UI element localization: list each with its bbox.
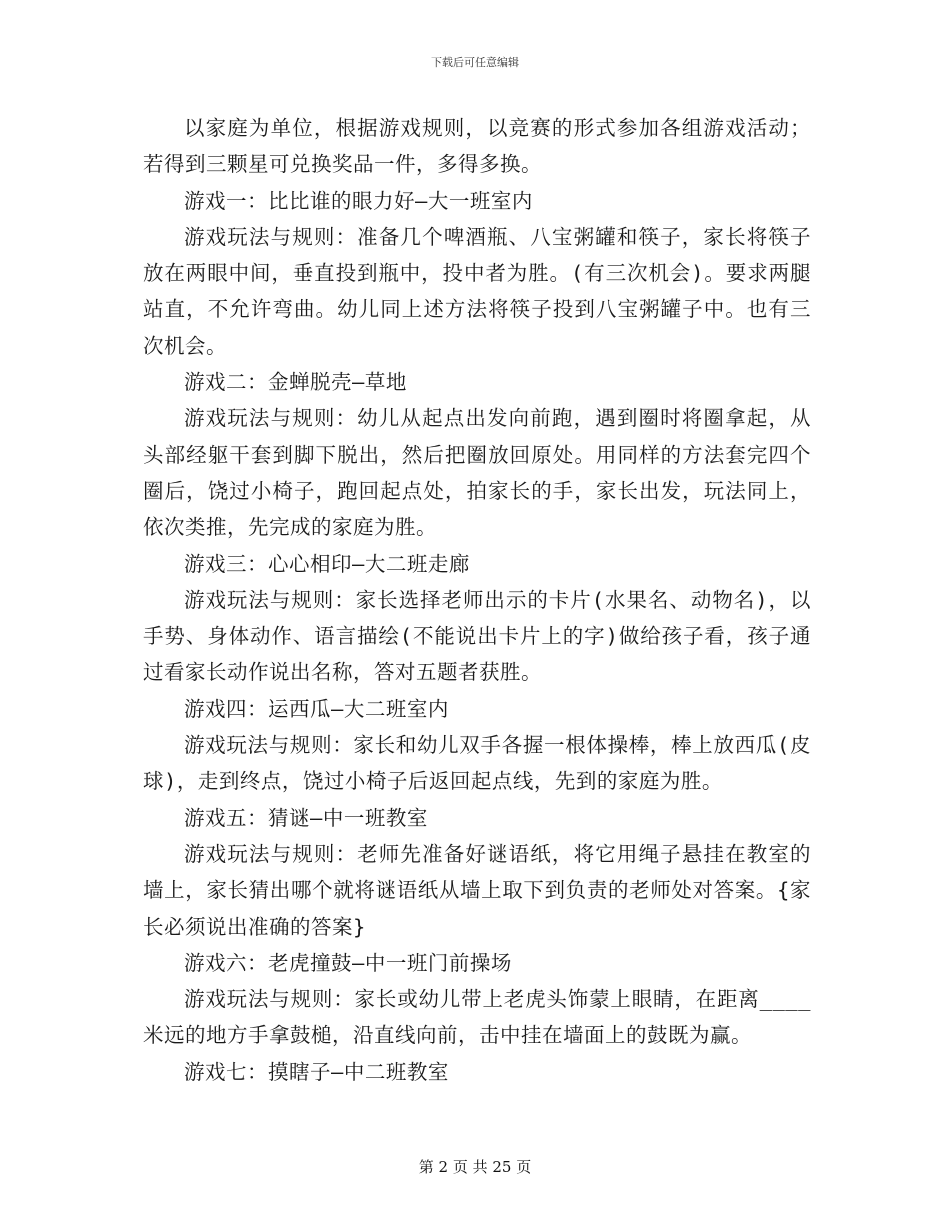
rules-game-5: 游戏玩法与规则：老师先准备好谜语纸，将它用绳子悬挂在教室的墙上，家长猜出哪个就将谜语纸从墙上取下到负责的老师处对答案。{家长必须说出准确的答案} (143, 841, 811, 939)
rules-game-1: 游戏玩法与规则：准备几个啤酒瓶、八宝粥罐和筷子，家长将筷子放在两眼中间，垂直投到瓶中，投中者为胜。(有三次机会)。要求两腿站直，不允许弯曲。幼儿同上述方法将筷子投到八宝粥罐子中。也有三次机会。 (143, 224, 811, 358)
heading-game-5: 游戏五：猜谜—中一班教室 (184, 805, 428, 830)
paragraph-intro: 以家庭为单位，根据游戏规则，以竞赛的形式参加各组游戏活动；若得到三颗星可兑换奖品一件，多得多换。 (143, 116, 811, 177)
rules-game-6: 游戏玩法与规则：家长或幼儿带上老虎头饰蒙上眼睛，在距离____米远的地方手拿鼓槌，沿直线向前，击中挂在墙面上的鼓既为赢。 (143, 987, 811, 1048)
heading-game-4: 游戏四：运西瓜—大二班室内 (184, 696, 449, 721)
heading-game-2: 游戏二：金蝉脱壳—草地 (184, 370, 407, 395)
heading-game-1: 游戏一：比比谁的眼力好—大一班室内 (184, 188, 533, 213)
page-number: 第 2 页 共 25 页 (418, 1158, 532, 1176)
document-body (143, 110, 811, 1090)
page-header: 下载后可任意编辑 (431, 56, 519, 69)
rules-game-3: 游戏玩法与规则：家长选择老师出示的卡片(水果名、动物名)，以手势、身体动作、语言描绘(不能说出卡片上的字)做给孩子看，孩子通过看家长动作说出名称，答对五题者获胜。 (143, 587, 811, 685)
heading-game-6: 游戏六：老虎撞鼓—中一班门前操场 (184, 950, 512, 975)
heading-game-7: 游戏七：摸瞎子—中二班教室 (184, 1059, 449, 1084)
heading-game-3: 游戏三：心心相印—大二班走廊 (184, 551, 470, 576)
rules-game-2: 游戏玩法与规则：幼儿从起点出发向前跑，遇到圈时将圈拿起，从头部经躯干套到脚下脱出，然后把圈放回原处。用同样的方法套完四个圈后，饶过小椅子，跑回起点处，拍家长的手，家长出发，玩法同上，依次类推，先完成的家庭为胜。 (143, 406, 811, 540)
rules-game-4: 游戏玩法与规则：家长和幼儿双手各握一根体操棒，棒上放西瓜(皮球)，走到终点，饶过小椅子后返回起点线，先到的家庭为胜。 (143, 733, 811, 794)
